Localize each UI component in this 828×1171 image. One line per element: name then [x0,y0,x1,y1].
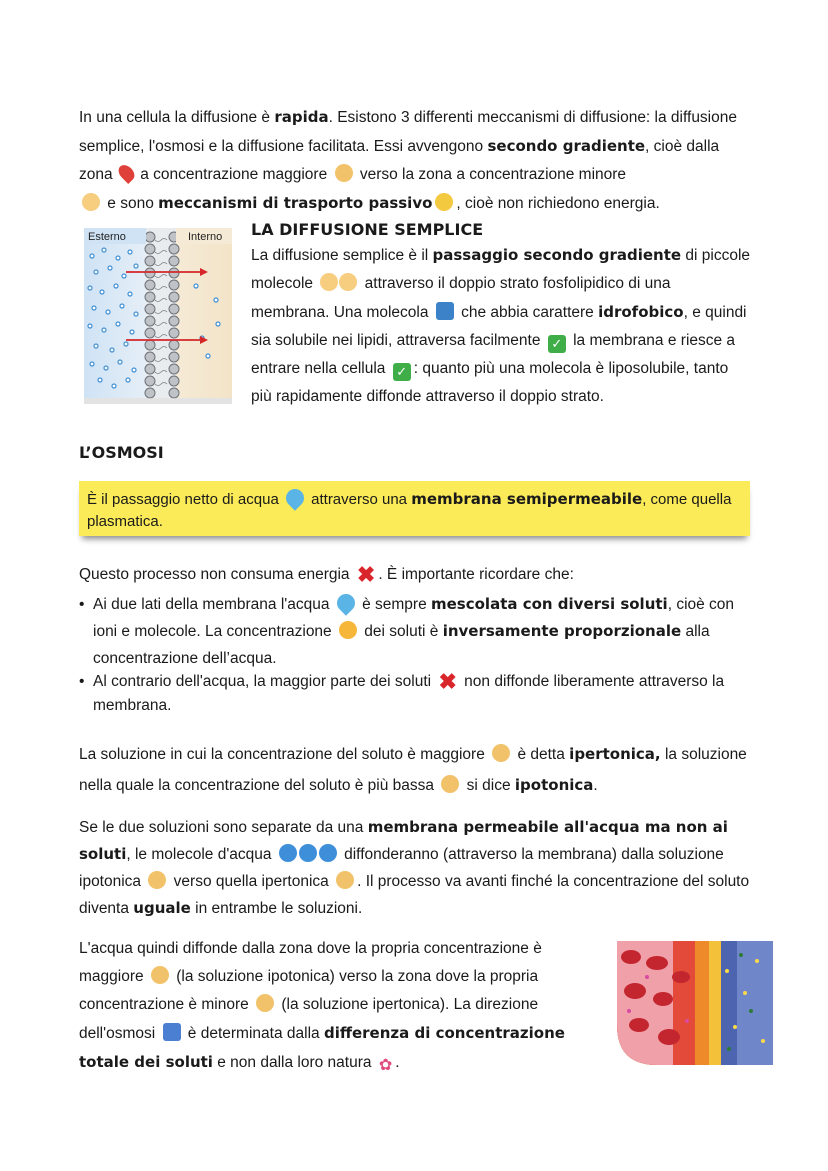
intro-text: In una cellula la diffusione è [79,109,275,126]
intro-bold: rapida [274,108,329,126]
diffusione-text: attraverso il doppio strato fosfolipidico di una membrana. Una molecola [251,275,671,321]
diffusione-bold: passaggio secondo gradiente [432,246,682,264]
prince-icon [151,966,169,984]
child-face-icon [339,273,357,291]
energy-paragraph: Questo processo non consuma energia ✖ . È importante ricordare che: [79,562,574,587]
check-mark-icon: ✓ [393,363,411,381]
globe-icon [299,844,317,862]
child-face-icon [148,871,166,889]
prince-icon [336,871,354,889]
luggage-icon [436,302,454,320]
section-title-diffusione: LA DIFFUSIONE SEMPLICE [251,220,484,239]
cross-mark-icon: ✖ [356,562,376,587]
child-face-icon [441,775,459,793]
diffusione-text: la membrana e riesce a entrare nella cellula [251,332,736,377]
globe-icon [319,844,337,862]
ipertonica-paragraph: La soluzione in cui la concentrazione del soluto è maggiore è detta ipertonica, la soluzione nella quale la concentrazione del soluto è più bassa si dice ipotonica. [79,745,747,794]
intro-text: e sono [103,195,159,212]
intro-text: a concentrazione maggiore [135,166,332,183]
direction-paragraph: L'acqua quindi diffonde dalla zona dove la propria concentrazione è maggiore (la soluzione ipotonica) verso la zona dove la propria concentrazione è minore (la soluzione ipertonica). La direzione dell'osmosi è determinata dalla differenza di concentrazione totale dei soluti e non dalla loro natura ✿ . [79,940,565,1074]
cross-mark-icon: ✖ [438,669,457,694]
cell-membrane-illustration [617,941,773,1065]
bullet-item: • Ai due lati della membrana l'acqua è sempre mescolata con diversi soluti, cioè con ioni e molecole. La concentrazione dei soluti è inversamente proporzionale alla concentrazione dell’acqua. [79,591,749,672]
membrane-diagram-svg [84,228,232,406]
diffusione-bold: idrofobico [598,303,684,321]
definition-box [79,481,750,536]
person-face-icon [335,164,353,182]
intro-bold: secondo gradiente [487,137,646,155]
check-mark-icon: ✓ [548,335,566,353]
child-face-icon [320,273,338,291]
intro-bold: meccanismi di trasporto passivo [158,194,433,212]
bullet-dot: • [79,673,85,690]
section-title-osmosi: L’OSMOSI [79,443,164,462]
diffusione-paragraph [251,241,751,411]
intro-text: , cioè dalla zona [79,138,720,183]
globe-icon [279,844,297,862]
prince-icon [492,744,510,762]
tulip-icon: ✿ [378,1057,393,1074]
bullet-dot: • [79,596,85,613]
sad-face-icon [435,193,453,211]
definition-text: È il passaggio netto di acqua attraverso una membrana semipermeabile, come quella plasmatica. [79,481,750,540]
bullet-item: • Al contrario dell'acqua, la maggior parte dei soluti ✖ non diffonde liberamente attraverso la membrana. [79,669,725,714]
water-drops-icon [282,485,307,510]
membrane-paragraph: Se le due soluzioni sono separate da una membrana permeabile all'acqua ma non ai soluti, le molecole d'acqua diffonderanno (attraverso la membrana) dalla soluzione ipotonica verso quella ipertonica . Il processo va avanti finché la concentrazione del soluto diventa uguale in entrambe le soluzioni. [79,818,750,917]
pin-icon [115,162,137,184]
diffusione-text: che abbia carattere [456,304,599,321]
diagram-left-label: Esterno [88,231,126,243]
diagram-right-label: Interno [188,231,223,243]
intro-text: , cioè non richiedono energia. [456,195,660,212]
shuffle-icon [163,1023,181,1041]
person-meditating-icon [339,621,357,639]
baby-face-icon [82,193,100,211]
cell-membrane-svg [617,941,773,1065]
diffusione-text: , e quindi sia solubile nei lipidi, attraversa facilmente [251,304,747,349]
membrane-diagram [84,228,232,398]
diffusione-text: : quanto più una molecola è liposolubile, tanto più rapidamente diffonde attraverso il doppio strato. [251,360,729,405]
child-face-icon [256,994,274,1012]
definition-bold: membrana semipermeabile [411,490,643,508]
water-drops-icon [333,590,358,615]
intro-text: verso la zona a concentrazione minore [355,166,627,183]
diffusione-text: La diffusione semplice è il [251,247,433,264]
intro-text: . Esistono 3 differenti meccanismi di diffusione: la diffusione semplice, l'osmosi e la diffusione facilitata. Essi avvengono [79,109,737,155]
intro-paragraph [79,103,754,218]
diffusione-text: di piccole molecole [251,247,751,292]
